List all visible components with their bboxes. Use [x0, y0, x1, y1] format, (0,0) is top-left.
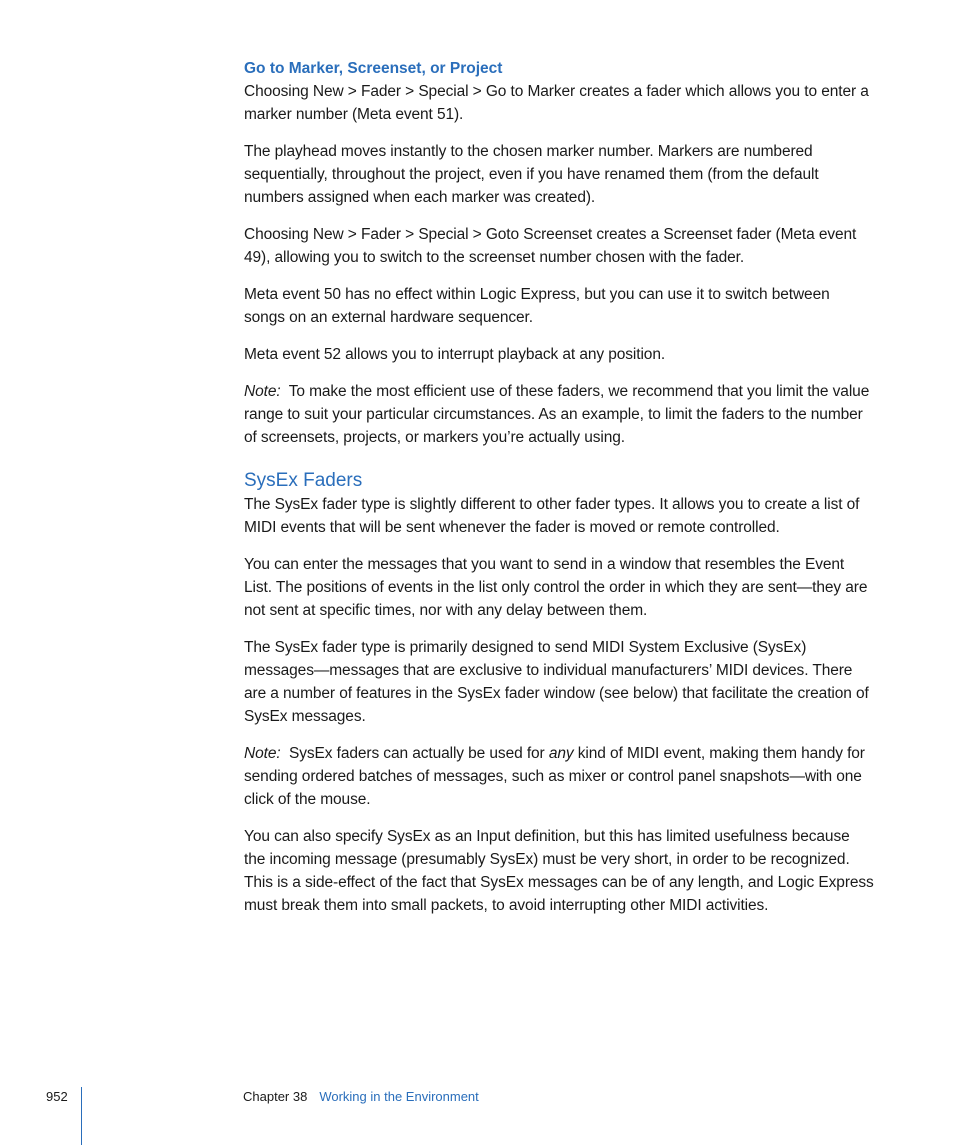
note-text: To make the most efficient use of these faders, we recommend that you limit the value range to suit your particular circumstances. As an example, to limit the faders to the number of screensets, projects, or markers you’re actually using.: [244, 383, 870, 446]
note-paragraph: [244, 742, 874, 811]
chapter-title: Working in the Environment: [319, 1089, 479, 1104]
note-text-before: SysEx faders can actually be used for: [288, 745, 545, 762]
body-paragraph: You can enter the messages that you want to send in a window that resembles the Event List. The positions of events in the list only control the order in which they are sent—they are not sent at specific times, nor with any delay between them.: [244, 556, 868, 619]
body-paragraph: The playhead moves instantly to the chosen marker number. Markers are numbered sequentially, throughout the project, even if you have renamed them (from the default numbers assigned when each marker was created).: [244, 143, 819, 206]
subsection-heading: Go to Marker, Screenset, or Project: [244, 60, 503, 77]
note-text-after: kind of MIDI event, making them handy for sending ordered batches of messages, such as mixer or control panel snapshots—with one click of the mouse.: [244, 745, 865, 808]
body-paragraph: You can also specify SysEx as an Input definition, but this has limited usefulness because the incoming message (presumably SysEx) must be very short, in order to be recognized. This is a side-effect of the fact that SysEx messages can be of any length, and Logic Express must break them into small packets, to avoid interrupting other MIDI activities.: [244, 828, 874, 914]
body-paragraph: Choosing New > Fader > Special > Go to Marker creates a fader which allows you to enter a marker number (Meta event 51).: [244, 83, 869, 123]
note-emphasis: any: [548, 745, 574, 762]
chapter-label: Chapter 38: [243, 1089, 308, 1104]
footer-chapter: [243, 1089, 479, 1105]
body-paragraph: Meta event 50 has no effect within Logic Express, but you can use it to switch between songs on an external hardware sequencer.: [244, 286, 830, 326]
note-label: Note:: [244, 745, 281, 762]
page-content: [244, 58, 874, 931]
page-number: 952: [46, 1089, 68, 1104]
body-paragraph: Choosing New > Fader > Special > Goto Screenset creates a Screenset fader (Meta event 49), allowing you to switch to the screenset number chosen with the fader.: [244, 226, 857, 266]
footer-divider: [81, 1087, 82, 1145]
body-paragraph: Meta event 52 allows you to interrupt playback at any position.: [244, 346, 666, 363]
body-paragraph: The SysEx fader type is slightly different to other fader types. It allows you to create a list of MIDI events that will be sent whenever the fader is moved or remote controlled.: [244, 496, 860, 536]
body-paragraph: The SysEx fader type is primarily designed to send MIDI System Exclusive (SysEx) messages—messages that are exclusive to individual manufacturers’ MIDI devices. There are a number of features in the SysEx fader window (see below) that facilitate the creation of SysEx messages.: [244, 639, 869, 725]
section-heading: SysEx Faders: [244, 470, 363, 491]
note-label: Note:: [244, 383, 281, 400]
note-paragraph: [244, 380, 874, 449]
